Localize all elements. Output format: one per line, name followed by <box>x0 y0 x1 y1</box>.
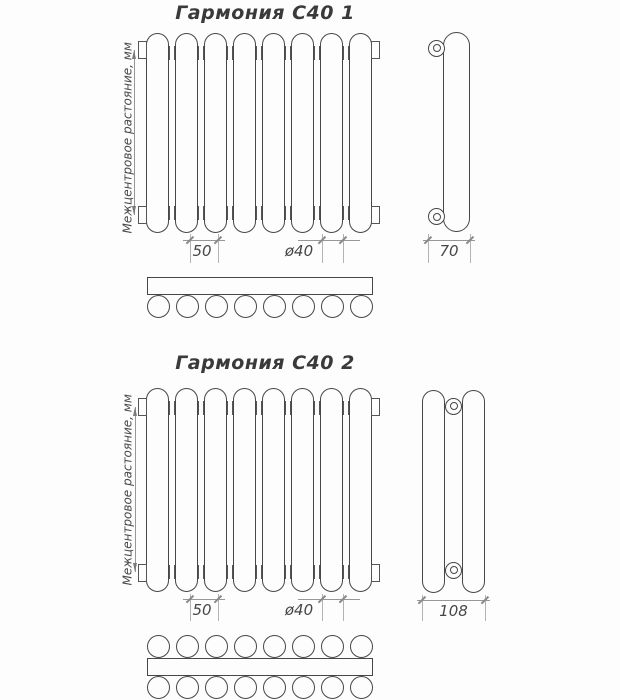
tube-section-circle <box>176 676 199 699</box>
radiator-tube <box>146 33 169 233</box>
tube-connector <box>343 401 349 415</box>
radiator-tube <box>175 33 198 233</box>
tube-connector <box>169 401 175 415</box>
side-view-body-2-back <box>462 390 485 593</box>
diameter-dim-text-2: ø40 <box>284 601 314 619</box>
radiator-tube <box>204 33 227 233</box>
dim-arrow-up-2 <box>133 407 137 416</box>
diameter-dim-text-1: ø40 <box>284 242 314 260</box>
tube-connector <box>285 46 291 60</box>
radiator-tube <box>320 388 343 592</box>
tube-connector <box>198 206 204 220</box>
tube-section-circle <box>321 295 344 318</box>
side-port-tab <box>371 206 380 224</box>
tube-connector <box>198 46 204 60</box>
tube-connector <box>314 46 320 60</box>
tube-connector <box>169 206 175 220</box>
tube-section-circle <box>350 676 373 699</box>
tube-section-circle <box>176 635 199 658</box>
tube-connector <box>227 46 233 60</box>
tube-connector <box>256 565 262 579</box>
side-port-tab <box>371 398 380 416</box>
tube-section-circle <box>147 676 170 699</box>
radiator-tube <box>291 388 314 592</box>
tube-connector <box>314 565 320 579</box>
tube-section-circle <box>263 676 286 699</box>
diameter-dimline-2 <box>298 599 360 600</box>
dim-arrow-down-1 <box>132 206 136 215</box>
tube-section-circle <box>147 635 170 658</box>
tube-connector <box>169 46 175 60</box>
tube-connector <box>256 206 262 220</box>
radiator-tube <box>349 33 372 233</box>
center-distance-dimline-2 <box>135 407 136 572</box>
depth-dim-text-1: 70 <box>439 242 459 260</box>
tube-section-circle <box>263 295 286 318</box>
tube-connector <box>227 565 233 579</box>
dim-arrow-up-1 <box>132 50 136 59</box>
connection-port-hole <box>450 402 458 410</box>
tube-connector <box>256 401 262 415</box>
radiator-tube <box>262 388 285 592</box>
connection-port-hole <box>433 44 441 52</box>
side-port-tab <box>138 564 147 582</box>
tube-section-circle <box>321 676 344 699</box>
tube-section-circle <box>205 676 228 699</box>
vertical-dim-label-2: Межцентровое растояние, мм <box>120 394 135 586</box>
tube-section-circle <box>205 295 228 318</box>
side-port-tab <box>138 41 147 59</box>
side-port-tab <box>371 41 380 59</box>
diameter-dimline-1 <box>298 240 360 241</box>
tube-section-circle <box>350 635 373 658</box>
top-view-collector-1 <box>147 277 373 295</box>
pitch-dim-text-1: 50 <box>192 242 212 260</box>
radiator-tube <box>233 33 256 233</box>
tube-section-circle <box>292 295 315 318</box>
depth-dim-text-2: 108 <box>439 602 468 620</box>
radiator-tube <box>204 388 227 592</box>
connection-port-hole <box>433 213 441 221</box>
radiator-tube <box>349 388 372 592</box>
vertical-dim-label-1: Межцентровое растояние, мм <box>120 42 135 234</box>
side-view-body-2-front <box>422 390 445 593</box>
top-view-tubes-row-1 <box>147 295 373 318</box>
connection-port-hole <box>450 566 458 574</box>
pitch-dim-text-2: 50 <box>192 601 212 619</box>
tube-section-circle <box>263 635 286 658</box>
radiator-tube <box>291 33 314 233</box>
tube-connector <box>169 565 175 579</box>
dim-arrow-down-2 <box>133 563 137 572</box>
radiator-tube <box>175 388 198 592</box>
front-view-1 <box>146 33 372 233</box>
tube-connector <box>314 401 320 415</box>
radiator-tube <box>262 33 285 233</box>
tube-section-circle <box>147 295 170 318</box>
tube-connector <box>343 565 349 579</box>
tube-section-circle <box>205 635 228 658</box>
tube-connector <box>285 565 291 579</box>
top-view-collector-2 <box>147 658 373 676</box>
tube-connector <box>285 401 291 415</box>
side-port-tab <box>138 206 147 224</box>
tube-section-circle <box>234 676 257 699</box>
tube-connector <box>285 206 291 220</box>
tube-connector <box>198 565 204 579</box>
drawing-title-2: Гармония С40 2 <box>175 352 355 374</box>
radiator-tube <box>320 33 343 233</box>
side-port-tab <box>138 398 147 416</box>
side-view-body-1 <box>443 32 470 232</box>
tube-section-circle <box>350 295 373 318</box>
drawing-title-1: Гармония С40 1 <box>175 2 355 24</box>
tube-section-circle <box>321 635 344 658</box>
center-distance-dimline-1 <box>134 50 135 215</box>
tube-section-circle <box>234 635 257 658</box>
tube-connector <box>343 206 349 220</box>
tube-connector <box>314 206 320 220</box>
depth-dimline-2 <box>417 600 490 601</box>
tube-connector <box>198 401 204 415</box>
tube-section-circle <box>234 295 257 318</box>
tube-connector <box>227 206 233 220</box>
side-port-tab <box>371 564 380 582</box>
tube-section-circle <box>292 635 315 658</box>
tube-connector <box>343 46 349 60</box>
tube-section-circle <box>292 676 315 699</box>
tube-connector <box>227 401 233 415</box>
top-view-tubes-row-front <box>147 635 373 658</box>
radiator-tube <box>146 388 169 592</box>
front-view-2 <box>146 388 372 592</box>
tube-connector <box>256 46 262 60</box>
top-view-tubes-row-back <box>147 676 373 699</box>
radiator-tube <box>233 388 256 592</box>
tube-section-circle <box>176 295 199 318</box>
